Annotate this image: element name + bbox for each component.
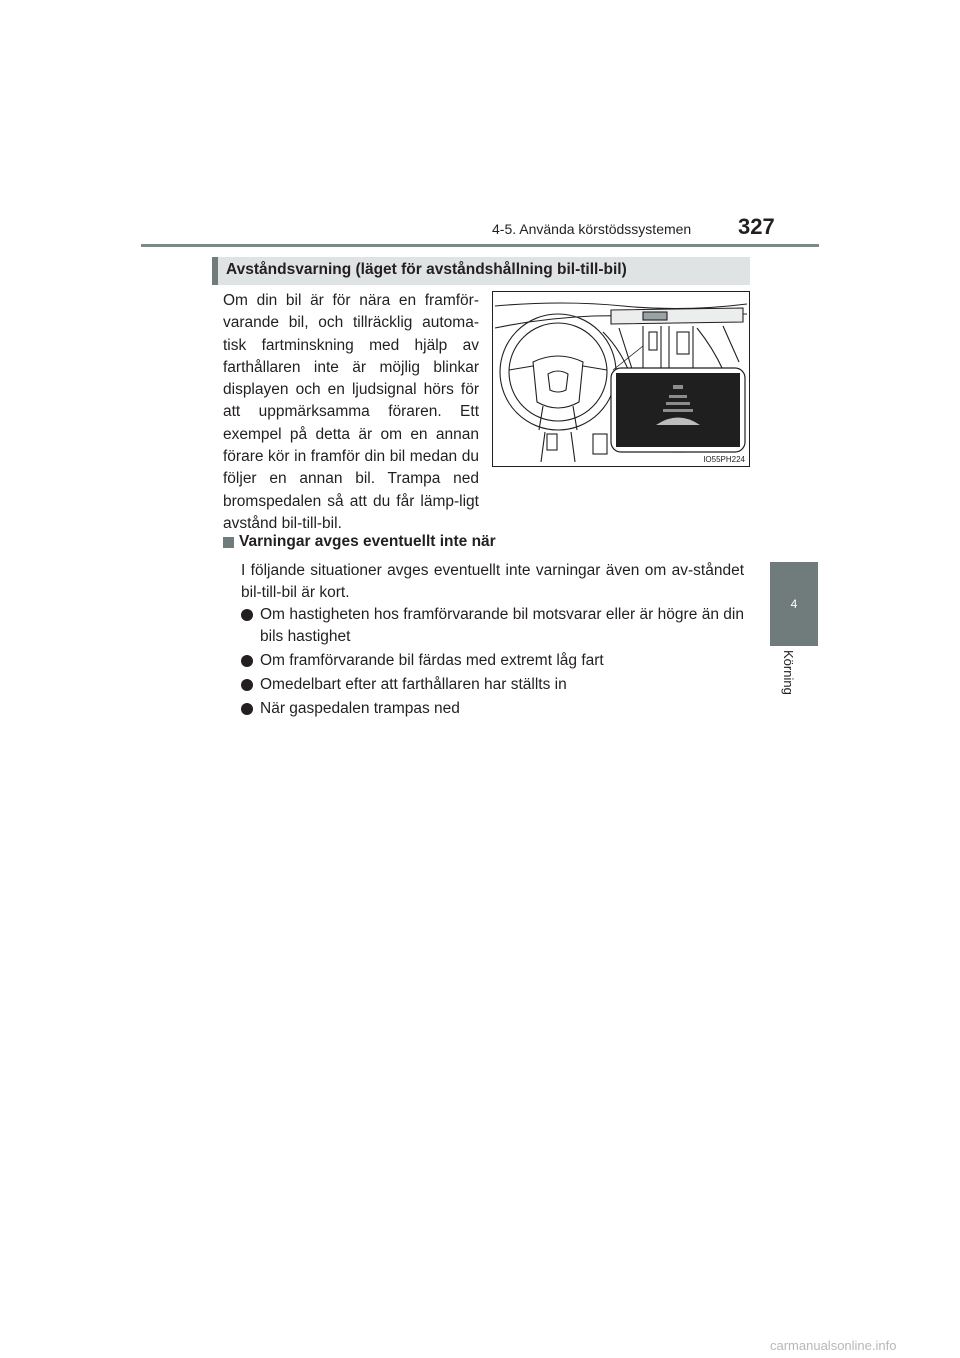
list-item: Omedelbart efter att farthållaren har ställts in (241, 674, 744, 696)
chapter-header: 4-5. Använda körstödssystemen (492, 221, 692, 237)
figure-code: IO55PH224 (703, 455, 745, 464)
list-item: Om hastigheten hos framförvarande bil motsvarar eller är högre än din bils hastighet (241, 604, 744, 649)
list-item: När gaspedalen trampas ned (241, 698, 744, 720)
bullet-dot-icon (241, 609, 253, 621)
dashboard-figure (492, 291, 750, 467)
car-dashboard-illustration-icon (493, 292, 749, 466)
page-number: 327 (738, 214, 775, 239)
condition-list (241, 604, 744, 721)
chapter-tab-number: 4 (790, 597, 798, 611)
list-item: Om framförvarande bil färdas med extremt låg fart (241, 650, 744, 672)
header-divider (141, 244, 819, 247)
intro-paragraph: Om din bil är för nära en framför-varande bil, och tillräcklig automa-tisk fartminskning med hjälp av farthållaren inte är möjlig blinkar displayen och en ljudsignal hörs för att uppmärksamma föraren. Ett exempel på detta är om en annan förare kör in framför din bil medan du följer en annan bil. Trampa ned bromspedalen så att du får lämp-ligt avstånd bil-till-bil. (223, 292, 479, 532)
chapter-tab-label: Körning (781, 650, 796, 695)
section-title: Avståndsvarning (läget för avståndshållning bil-till-bil) (226, 261, 627, 278)
watermark: carmanualsonline.info (770, 1338, 897, 1353)
subsection-title: Varningar avges eventuellt inte när (239, 533, 496, 550)
bullet-dot-icon (241, 703, 253, 715)
bullet-dot-icon (241, 679, 253, 691)
bullet-dot-icon (241, 655, 253, 667)
chapter-tab[interactable] (770, 562, 818, 646)
subsection-paragraph: I följande situationer avges eventuellt inte varningar även om av-ståndet bil-till-bil är kort. (241, 562, 744, 602)
section-accent (212, 257, 218, 285)
square-bullet-icon (223, 537, 234, 548)
section-heading-bar (212, 257, 750, 285)
subsection-heading (223, 533, 496, 551)
